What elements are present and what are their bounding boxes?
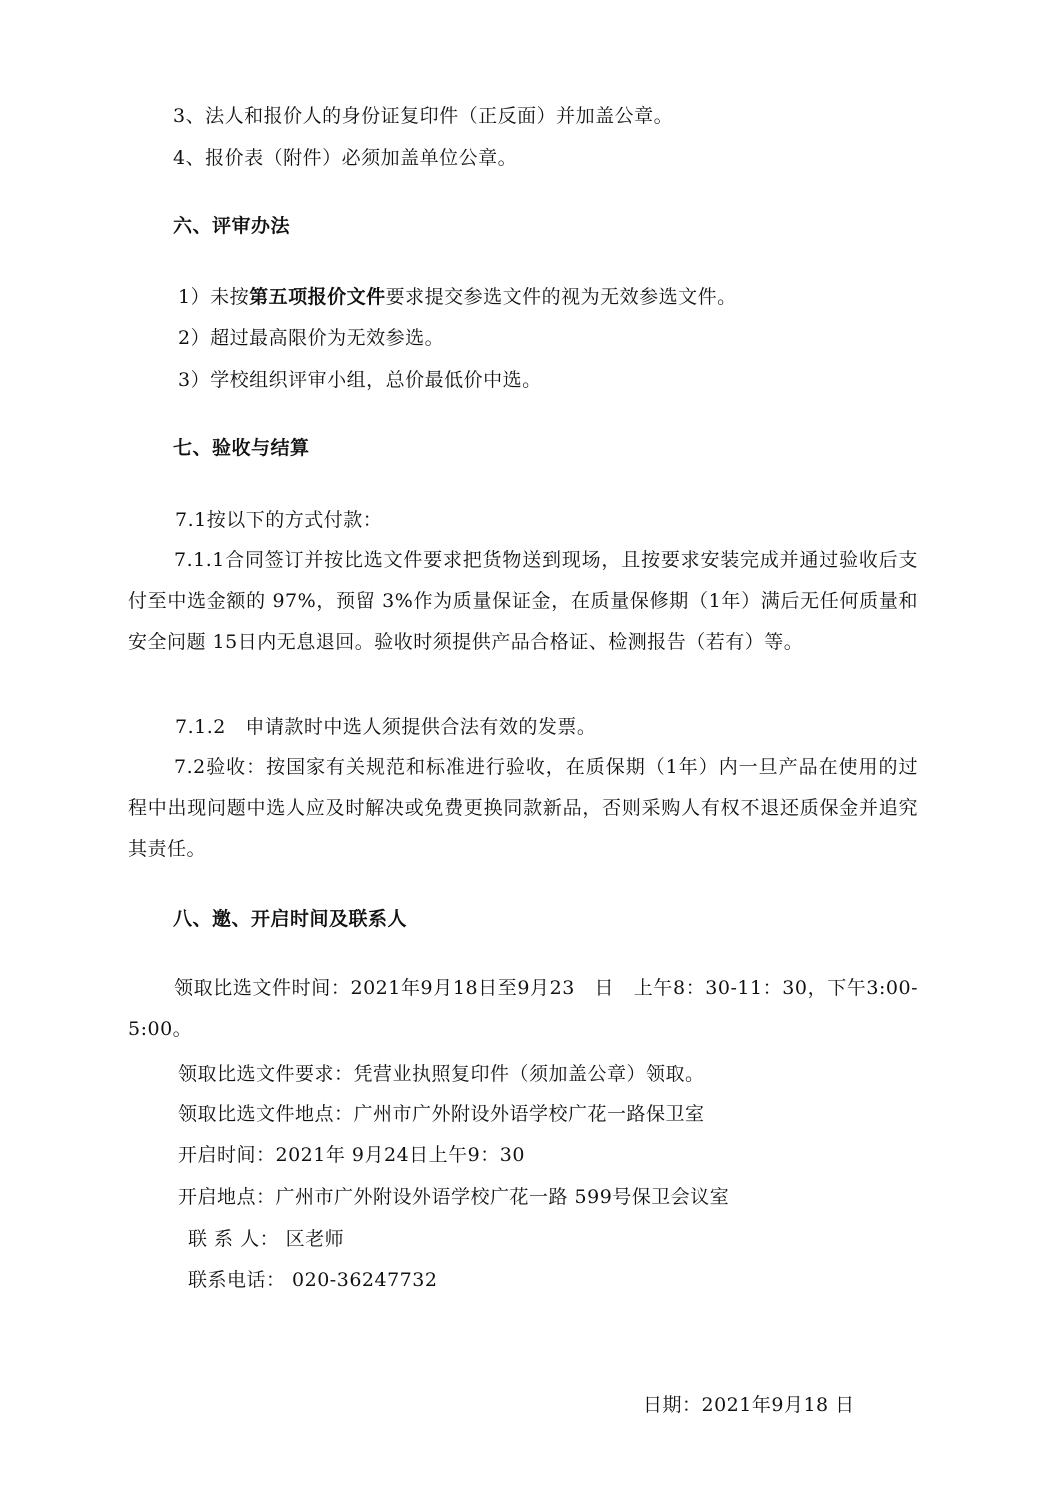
section-heading-evaluation: 六、评审办法 — [173, 215, 291, 237]
opening-time: 开启时间：2021年 9月24日上午9：30 — [178, 1144, 525, 1166]
section-heading-schedule: 八、邀、开启时间及联系人 — [173, 908, 408, 930]
pickup-requirement: 领取比选文件要求：凭营业执照复印件（须加盖公章）领取。 — [178, 1063, 705, 1085]
contact-person: 联 系 人： 区老师 — [188, 1228, 345, 1250]
opening-location: 开启地点：广州市广外附设外语学校广花一路 599号保卫会议室 — [178, 1186, 730, 1208]
payment-clause-712: 7.1.2 申请款时中选人须提供合法有效的发票。 — [175, 716, 597, 738]
pickup-location: 领取比选文件地点：广州市广外附设外语学校广花一路保卫室 — [178, 1103, 705, 1125]
requirement-item-3: 3、法人和报价人的身份证复印件（正反面）并加盖公章。 — [173, 105, 674, 127]
payment-clause-711: 7.1.1合同签订并按比选文件要求把货物送到现场，且按要求安装完成并通过验收后支付至中选金额的 97%，预留 3%作为质量保证金，在质量保修期（1年）满后无任何质量和安全问题 15日内无息退回。验收时须提供产品合格证、检测报告（若有）等。 — [128, 549, 918, 653]
contact-phone: 联系电话： 020-36247732 — [188, 1269, 438, 1291]
section-heading-acceptance: 七、验收与结算 — [173, 437, 310, 459]
requirement-item-4: 4、报价表（附件）必须加盖单位公章。 — [173, 147, 518, 169]
payment-title: 7.1按以下的方式付款： — [175, 509, 383, 531]
document-date: 日期：2021年9月18 日 — [643, 1394, 855, 1416]
evaluation-item-1 — [178, 284, 737, 310]
evaluation-item-1-prefix: 1）未按 — [178, 286, 250, 308]
acceptance-clause-72: 7.2验收：按国家有关规范和标准进行验收，在质保期（1年）内一旦产品在使用的过程中出现问题中选人应及时解决或免费更换同款新品，否则采购人有权不退还质保金并追究其责任。 — [128, 756, 918, 860]
pickup-time: 领取比选文件时间：2021年9月18日至9月23 日 上午8：30-11：30，下午3:00-5:00。 — [128, 977, 918, 1040]
evaluation-item-1-suffix: 要求提交参选文件的视为无效参选文件。 — [385, 286, 737, 308]
evaluation-item-3: 3）学校组织评审小组，总价最低价中选。 — [178, 369, 542, 391]
evaluation-item-1-bold: 第五项报价文件 — [249, 286, 386, 308]
evaluation-item-2: 2）超过最高限价为无效参选。 — [178, 327, 445, 349]
